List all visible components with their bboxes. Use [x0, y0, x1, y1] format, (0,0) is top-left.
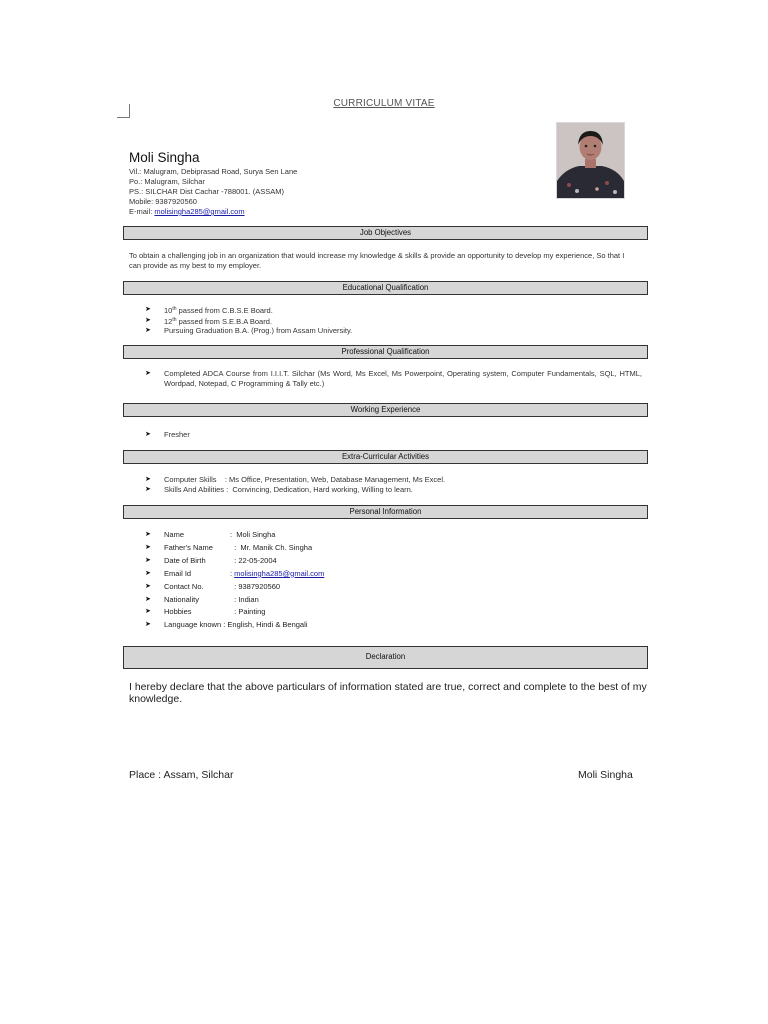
list-item: ➤ Completed ADCA Course from I.I.I.T. Silchar (Ms Word, Ms Excel, Ms Powerpoint, Operating system, Computer Fundamentals, SQL, HTML, Wordpad, Notepad, C Programming & Tally etc.)	[145, 369, 642, 388]
arrowhead-bullet-icon: ➤	[145, 327, 151, 335]
section-header-education: Educational Qualification	[123, 281, 648, 295]
list-item: ➤ Contact No. : 9387920560	[145, 581, 324, 594]
experience-list	[145, 430, 190, 440]
arrowhead-bullet-icon: ➤	[145, 476, 151, 483]
list-item: ➤ 12th passed from S.E.B.A Board.	[145, 316, 272, 326]
section-header-declaration: Declaration	[123, 646, 648, 669]
email-line: E-mail: molisingha285@gmail.com	[129, 207, 245, 216]
job-objectives-text: To obtain a challenging job in an organization that would increase my knowledge & skills & provide an opportunity to develop my experience, So that I can provide as my best to my employer.	[129, 251, 625, 270]
list-item: ➤ Pursuing Graduation B.A. (Prog.) from Assam University.	[145, 326, 353, 336]
arrowhead-bullet-icon: ➤	[145, 621, 151, 629]
list-item: ➤ Language known : English, Hindi & Bengali	[145, 619, 324, 632]
email-link[interactable]: molisingha285@gmail.com	[154, 207, 245, 216]
list-item: ➤ Father's Name : Mr. Manik Ch. Singha	[145, 542, 324, 555]
address-line: PS.: SILCHAR Dist Cachar -788001. (ASSAM)	[129, 187, 285, 196]
list-item: ➤ Email Id : molisingha285@gmail.com	[145, 568, 324, 581]
list-item: ➤ Skills And Abilities : Convincing, Dedication, Hard working, Willing to learn.	[145, 484, 413, 494]
document-title: CURRICULUM VITAE	[333, 98, 435, 109]
candidate-name: Moli Singha	[129, 150, 200, 165]
address-line: Po.: Malugram, Silchar	[129, 177, 205, 186]
place-line: Place : Assam, Silchar	[129, 769, 234, 781]
section-header-extra-curricular: Extra-Curricular Activities	[123, 450, 648, 464]
list-item: ➤ Name : Moli Singha	[145, 529, 324, 542]
signature-name: Moli Singha	[578, 769, 633, 781]
section-header-experience: Working Experience	[123, 403, 648, 417]
declaration-text: I hereby declare that the above particulars of information stated are true, correct and complete to the best of my knowledge.	[129, 681, 647, 705]
arrowhead-bullet-icon: ➤	[145, 370, 151, 377]
professional-list	[145, 369, 642, 388]
list-item: ➤ Computer Skills : Ms Office, Presentation, Web, Database Management, Ms Excel.	[145, 475, 446, 484]
arrowhead-bullet-icon: ➤	[145, 485, 151, 493]
section-header-professional: Professional Qualification	[123, 345, 648, 359]
list-item: ➤ 10th passed from C.B.S.E Board.	[145, 306, 273, 315]
arrowhead-bullet-icon: ➤	[145, 582, 151, 590]
mobile-line: Mobile: 9387920560	[129, 197, 197, 206]
list-item: ➤ Fresher	[145, 430, 190, 439]
arrowhead-bullet-icon: ➤	[145, 595, 151, 603]
contact-block	[129, 167, 297, 217]
extra-curricular-list	[145, 475, 445, 494]
section-header-personal: Personal Information	[123, 505, 648, 519]
arrowhead-bullet-icon: ➤	[145, 569, 151, 577]
profile-photo	[556, 122, 625, 199]
arrowhead-bullet-icon: ➤	[145, 608, 151, 616]
arrowhead-bullet-icon: ➤	[145, 306, 151, 313]
address-line: Vil.: Malugram, Debiprasad Road, Surya Sen Lane	[129, 167, 298, 176]
arrowhead-bullet-icon: ➤	[145, 431, 151, 438]
email-link[interactable]: molisingha285@gmail.com	[234, 568, 325, 578]
arrowhead-bullet-icon: ➤	[145, 556, 151, 564]
personal-info-list	[145, 529, 324, 632]
arrowhead-bullet-icon: ➤	[145, 531, 151, 538]
arrowhead-bullet-icon: ➤	[145, 543, 151, 551]
list-item: ➤ Nationality : Indian	[145, 594, 324, 607]
education-list	[145, 305, 352, 336]
list-item: ➤ Hobbies : Painting	[145, 606, 324, 619]
arrowhead-bullet-icon: ➤	[145, 316, 151, 324]
list-item: ➤ Date of Birth : 22-05-2004	[145, 555, 324, 568]
section-header-job-objectives: Job Objectives	[123, 226, 648, 240]
